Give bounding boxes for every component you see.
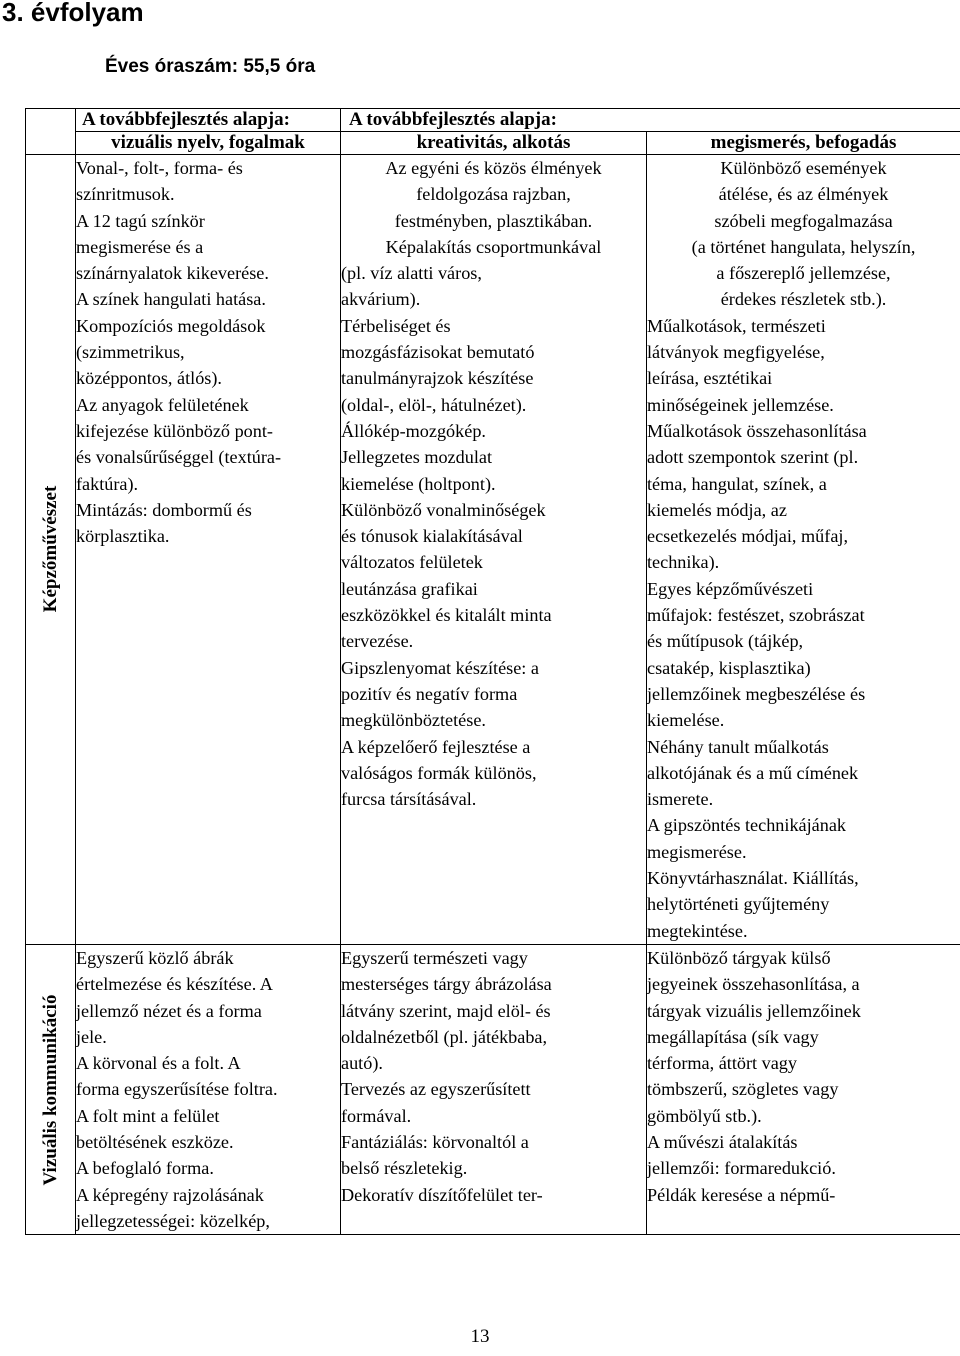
- text-line: középpontos, átlós).: [76, 368, 222, 389]
- text-line: A képzelőerő fejlesztése a: [341, 736, 531, 757]
- text-line: valóságos formák különös,: [341, 762, 537, 783]
- header-col1-row2: vizuális nyelv, fogalmak: [76, 132, 341, 155]
- text-line: forma egyszerűsítése foltra.: [76, 1079, 278, 1100]
- text-line: Műalkotások összehasonlítása: [647, 420, 867, 441]
- text-line: furcsa társításával.: [341, 789, 477, 810]
- text-line: Különböző események: [720, 158, 887, 178]
- header-row-1: [26, 109, 960, 132]
- text-line: Egyszerű természeti vagy: [341, 947, 528, 968]
- text-line: jellemző nézet és a forma: [76, 1000, 262, 1021]
- text-line: Mintázás: dombormű és: [76, 499, 252, 520]
- text-line: (a történet hangulata, helyszín,: [691, 236, 916, 257]
- text-line: szóbeli megfogalmazása: [714, 210, 893, 231]
- text-line: kifejezése különböző pont-: [76, 420, 273, 441]
- text-line: Jellegzetes mozdulat: [341, 447, 492, 468]
- text-line: akvárium).: [341, 289, 421, 310]
- text-line: változatos felületek: [341, 552, 483, 573]
- row-label-cell: [26, 944, 76, 1234]
- header-col3-row2: megismerés, befogadás: [647, 132, 960, 155]
- text-line: térforma, áttört vagy: [647, 1053, 797, 1074]
- text-line: Egyszerű közlő ábrák: [76, 947, 234, 968]
- text-line: ismerete.: [647, 789, 714, 810]
- text-line: belső részletekig.: [341, 1158, 468, 1179]
- text-line: Az anyagok felületének: [76, 394, 249, 415]
- text-line: Az egyéni és közös élmények: [385, 158, 602, 178]
- row1-col3-body: [647, 313, 960, 944]
- text-line: csatakép, kisplasztika): [647, 657, 811, 678]
- text-line: Néhány tanult műalkotás: [647, 736, 829, 757]
- text-line: faktúra).: [76, 473, 139, 494]
- text-line: Vonal-, folt-, forma- és: [76, 158, 243, 178]
- row1-col2: [341, 155, 647, 945]
- text-line: A gipszöntés technikájának: [647, 815, 846, 836]
- text-line: Fantáziálás: körvonaltól a: [341, 1131, 529, 1152]
- text-line: leírása, esztétikai: [647, 368, 773, 389]
- text-line: jellemzőinek megbeszélése és: [647, 683, 866, 704]
- text-line: átélése, és az élmények: [718, 184, 889, 205]
- curriculum-table: [25, 108, 960, 1235]
- header-col2-row2: kreativitás, alkotás: [341, 132, 647, 155]
- text-line: jellegzetességei: közelkép,: [76, 1210, 270, 1231]
- text-line: (szimmetrikus,: [76, 342, 185, 363]
- text-line: feldolgozása rajzban,: [416, 184, 571, 205]
- text-line: mesterséges tárgy ábrázolása: [341, 974, 552, 995]
- header-row-2: [26, 132, 960, 155]
- text-line: betöltésének eszköze.: [76, 1131, 234, 1152]
- text-line: téma, hangulat, színek, a: [647, 473, 827, 494]
- text-line: Tervezés az egyszerűsített: [341, 1079, 531, 1100]
- text-line: A művészi átalakítás: [647, 1131, 798, 1152]
- text-line: mozgásfázisokat bemutató: [341, 342, 535, 363]
- text-line: megkülönböztetése.: [341, 710, 486, 731]
- text-line: értelmezése és készítése. A: [76, 974, 273, 995]
- text-line: és tónusok kialakításával: [341, 526, 523, 547]
- row-label: Vizuális kommunikáció: [39, 994, 61, 1185]
- text-line: minőségeinek jellemzése.: [647, 394, 834, 415]
- text-line: kiemelés módja, az: [647, 499, 787, 520]
- text-line: technika).: [647, 552, 720, 573]
- row2-col2: [341, 944, 647, 1234]
- text-line: A képregény rajzolásának: [76, 1184, 264, 1205]
- text-line: látványok megfigyelése,: [647, 342, 825, 363]
- text-line: a főszereplő jellemzése,: [716, 263, 891, 284]
- header-col1-row1: A továbbfejlesztés alapja:: [76, 109, 341, 132]
- text-line: A folt mint a felület: [76, 1105, 220, 1126]
- text-line: megismerése.: [647, 841, 747, 862]
- text-line: alkotójának és a mű címének: [647, 762, 859, 783]
- page-number: 13: [470, 1326, 490, 1347]
- table-row: [26, 155, 960, 945]
- text-line: A színek hangulati hatása.: [76, 289, 266, 310]
- text-line: jele.: [76, 1026, 107, 1047]
- text-line: és műtípusok (tájkép,: [647, 631, 804, 652]
- grade-heading: 3. évfolyam: [2, 0, 144, 27]
- text-line: kiemelése (holtpont).: [341, 473, 496, 494]
- text-line: Állókép-mozgókép.: [341, 420, 486, 441]
- text-line: tervezése.: [341, 631, 414, 652]
- text-line: tárgyak vizuális jellemzőinek: [647, 1000, 861, 1021]
- text-line: érdekes részletek stb.).: [720, 289, 887, 310]
- table-row: [26, 944, 960, 1234]
- text-line: kiemelése.: [647, 710, 725, 731]
- row1-col3: [647, 155, 960, 945]
- text-line: eszközökkel és kitalált minta: [341, 605, 552, 626]
- row-label: Képzőművészet: [39, 486, 61, 613]
- row1-col2-body: [341, 260, 646, 812]
- text-line: színárnyalatok kikeverése.: [76, 263, 269, 284]
- text-line: (pl. víz alatti város,: [341, 263, 482, 284]
- text-line: tömbszerű, szögletes vagy: [647, 1079, 839, 1100]
- text-line: látvány szerint, majd elöl- és: [341, 1000, 551, 1021]
- corner-cell: [26, 109, 76, 155]
- text-line: A körvonal és a folt. A: [76, 1053, 241, 1074]
- text-line: helytörténeti gyűjtemény: [647, 894, 830, 915]
- text-line: Könyvtárhasználat. Kiállítás,: [647, 868, 859, 889]
- row-label-cell: [26, 155, 76, 945]
- text-line: Képalakítás csoportmunkával: [385, 236, 602, 257]
- row1-col2-intro: [341, 155, 646, 260]
- text-line: (oldal-, elöl-, hátulnézet).: [341, 394, 527, 415]
- text-line: jellemzői: formaredukció.: [647, 1158, 836, 1179]
- text-line: A 12 tagú színkör: [76, 210, 205, 231]
- text-line: megtekintése.: [647, 920, 748, 941]
- text-line: Példák keresése a népmű-: [647, 1184, 836, 1205]
- text-line: Dekoratív díszítőfelület ter-: [341, 1184, 543, 1205]
- row1-col3-intro: [647, 155, 960, 313]
- row2-col3: [647, 944, 960, 1234]
- text-line: oldalnézetből (pl. játékbaba,: [341, 1026, 548, 1047]
- text-line: színritmusok.: [76, 184, 175, 205]
- text-line: körplasztika.: [76, 526, 170, 547]
- row1-col1: [76, 155, 341, 945]
- text-line: adott szempontok szerint (pl.: [647, 447, 859, 468]
- text-line: autó).: [341, 1053, 383, 1074]
- text-line: műfajok: festészet, szobrászat: [647, 605, 865, 626]
- text-line: tanulmányrajzok készítése: [341, 368, 534, 389]
- text-line: jegyeinek összehasonlítása, a: [647, 974, 860, 995]
- text-line: leutánzása grafikai: [341, 578, 478, 599]
- text-line: Gipszlenyomat készítése: a: [341, 657, 539, 678]
- header-col2-row1: A továbbfejlesztés alapja:: [341, 109, 960, 132]
- text-line: A befoglaló forma.: [76, 1158, 214, 1179]
- text-line: Egyes képzőművészeti: [647, 578, 814, 599]
- text-line: pozitív és negatív forma: [341, 683, 518, 704]
- text-line: Kompozíciós megoldások: [76, 315, 266, 336]
- text-line: festményben, plasztikában.: [394, 210, 593, 231]
- text-line: Különböző vonalminőségek: [341, 499, 546, 520]
- text-line: ecsetkezelés módjai, műfaj,: [647, 526, 848, 547]
- text-line: és vonalsűrűséggel (textúra-: [76, 447, 282, 468]
- annual-hours: Éves óraszám: 55,5 óra: [105, 56, 316, 77]
- row2-col1: [76, 944, 341, 1234]
- text-line: formával.: [341, 1105, 412, 1126]
- text-line: megállapítása (sík vagy: [647, 1026, 819, 1047]
- text-line: Műalkotások, természeti: [647, 315, 826, 336]
- text-line: gömbölyű stb.).: [647, 1105, 762, 1126]
- text-line: Különböző tárgyak külső: [647, 947, 831, 968]
- text-line: megismerése és a: [76, 236, 204, 257]
- text-line: Térbeliséget és: [341, 315, 451, 336]
